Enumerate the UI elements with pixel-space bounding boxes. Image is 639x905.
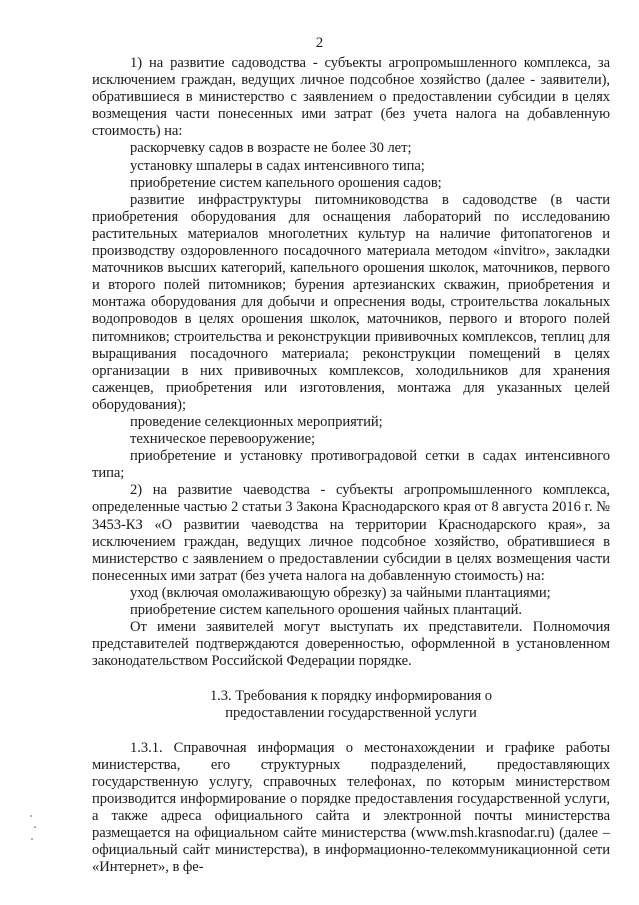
list-item: приобретение систем капельного орошения садов; bbox=[130, 174, 442, 191]
list-item: техническое перевооружение; bbox=[130, 431, 316, 448]
section-heading bbox=[92, 688, 610, 722]
paragraph-nursery-infrastructure: развитие инфраструктуры питомниководства в садоводстве (в части приобретения оборудования для оснащения лабораторий по исследованию растительных материалов многолетних культур на наличие фитопатогенов и производству оздоровленного посадочного материала методом «invitro», закладки маточников высших категорий, капельного орошения школок, маточников, первого и второго полей питомников; бурения артезианских скважин, приобретения и монтажа оборудования для добычи и опреснения воды, строительства локальных водопроводов в целях орошения школок, маточников, первого и второго полей питомников; строительства и реконструкции прививочных комплексов, теплиц для выращивания посадочного материала; реконструкции помещений в целях организации в них прививочных комплексов, холодильников для хранения саженцев, приобретения или изготовления, монтажа для указанных целей оборудования); bbox=[92, 191, 610, 413]
paragraph-hail-net: приобретение и установку противоградовой сетки в садах интенсивного типа; bbox=[92, 448, 610, 482]
scan-artifact bbox=[30, 815, 32, 817]
list-item: проведение селекционных мероприятий; bbox=[130, 413, 383, 430]
list-item: приобретение систем капельного орошения чайных плантаций. bbox=[130, 602, 522, 618]
section-heading-line: предоставлении государственной услуги bbox=[225, 705, 477, 722]
paragraph-reference-info: 1.3.1. Справочная информация о местонахождении и графике работы министерства, его структурных подразделений, предоставляющих государственную услугу, справочных телефонах, по которым министерством производится информирование о порядке предоставления государственной услуги, а также адреса официального сайта и электронной почты министерства размещается на официальном сайте министерства (www.msh.krasnodar.ru) (далее – официальный сайт министерства), в информационно-телекоммуникационной сети «Интернет», в фе- bbox=[92, 739, 610, 876]
section-heading-line: 1.3. Требования к порядку информирования о bbox=[209, 688, 493, 705]
paragraph-horticulture: 1) на развитие садоводства - субъекты агропромышленного комплекса, за исключением граждан, ведущих личное подсобное хозяйство (далее - заявители), обратившиеся в министерство с заявлением о предоставлении субсидии в целях возмещения части понесенных ими затрат (без учета налога на добавленную стоимость) на: bbox=[92, 55, 610, 140]
paragraph-tea-growing: 2) на развитие чаеводства - субъекты агропромышленного комплекса, определенные частью 2 статьи 3 Закона Краснодарского края от 8 августа 2016 г. № 3453-КЗ «О развитии чаеводства на территории Краснодарского края», за исключением граждан, ведущих личное подсобное хозяйство, обратившиеся в министерство с заявлением о предоставлении субсидии в целях возмещения части понесенных ими затрат (без учета налога на добавленную стоимость) на: bbox=[92, 482, 610, 584]
paragraph-representatives: От имени заявителей могут выступать их представители. Полномочия представителей подтверждаются доверенностью, оформленной в установленном законодательством Российской Федерации порядке. bbox=[92, 619, 610, 670]
scan-artifact bbox=[34, 826, 36, 828]
list-item: установку шпалеры в садах интенсивного типа; bbox=[130, 157, 425, 174]
document-body bbox=[92, 55, 610, 876]
scan-artifact bbox=[31, 838, 33, 840]
list-item: уход (включая омолаживающую обрезку) за чайными плантациями; bbox=[130, 584, 551, 601]
page-number: 2 bbox=[315, 35, 324, 51]
list-item: раскорчевку садов в возрасте не более 30 лет; bbox=[130, 140, 412, 157]
